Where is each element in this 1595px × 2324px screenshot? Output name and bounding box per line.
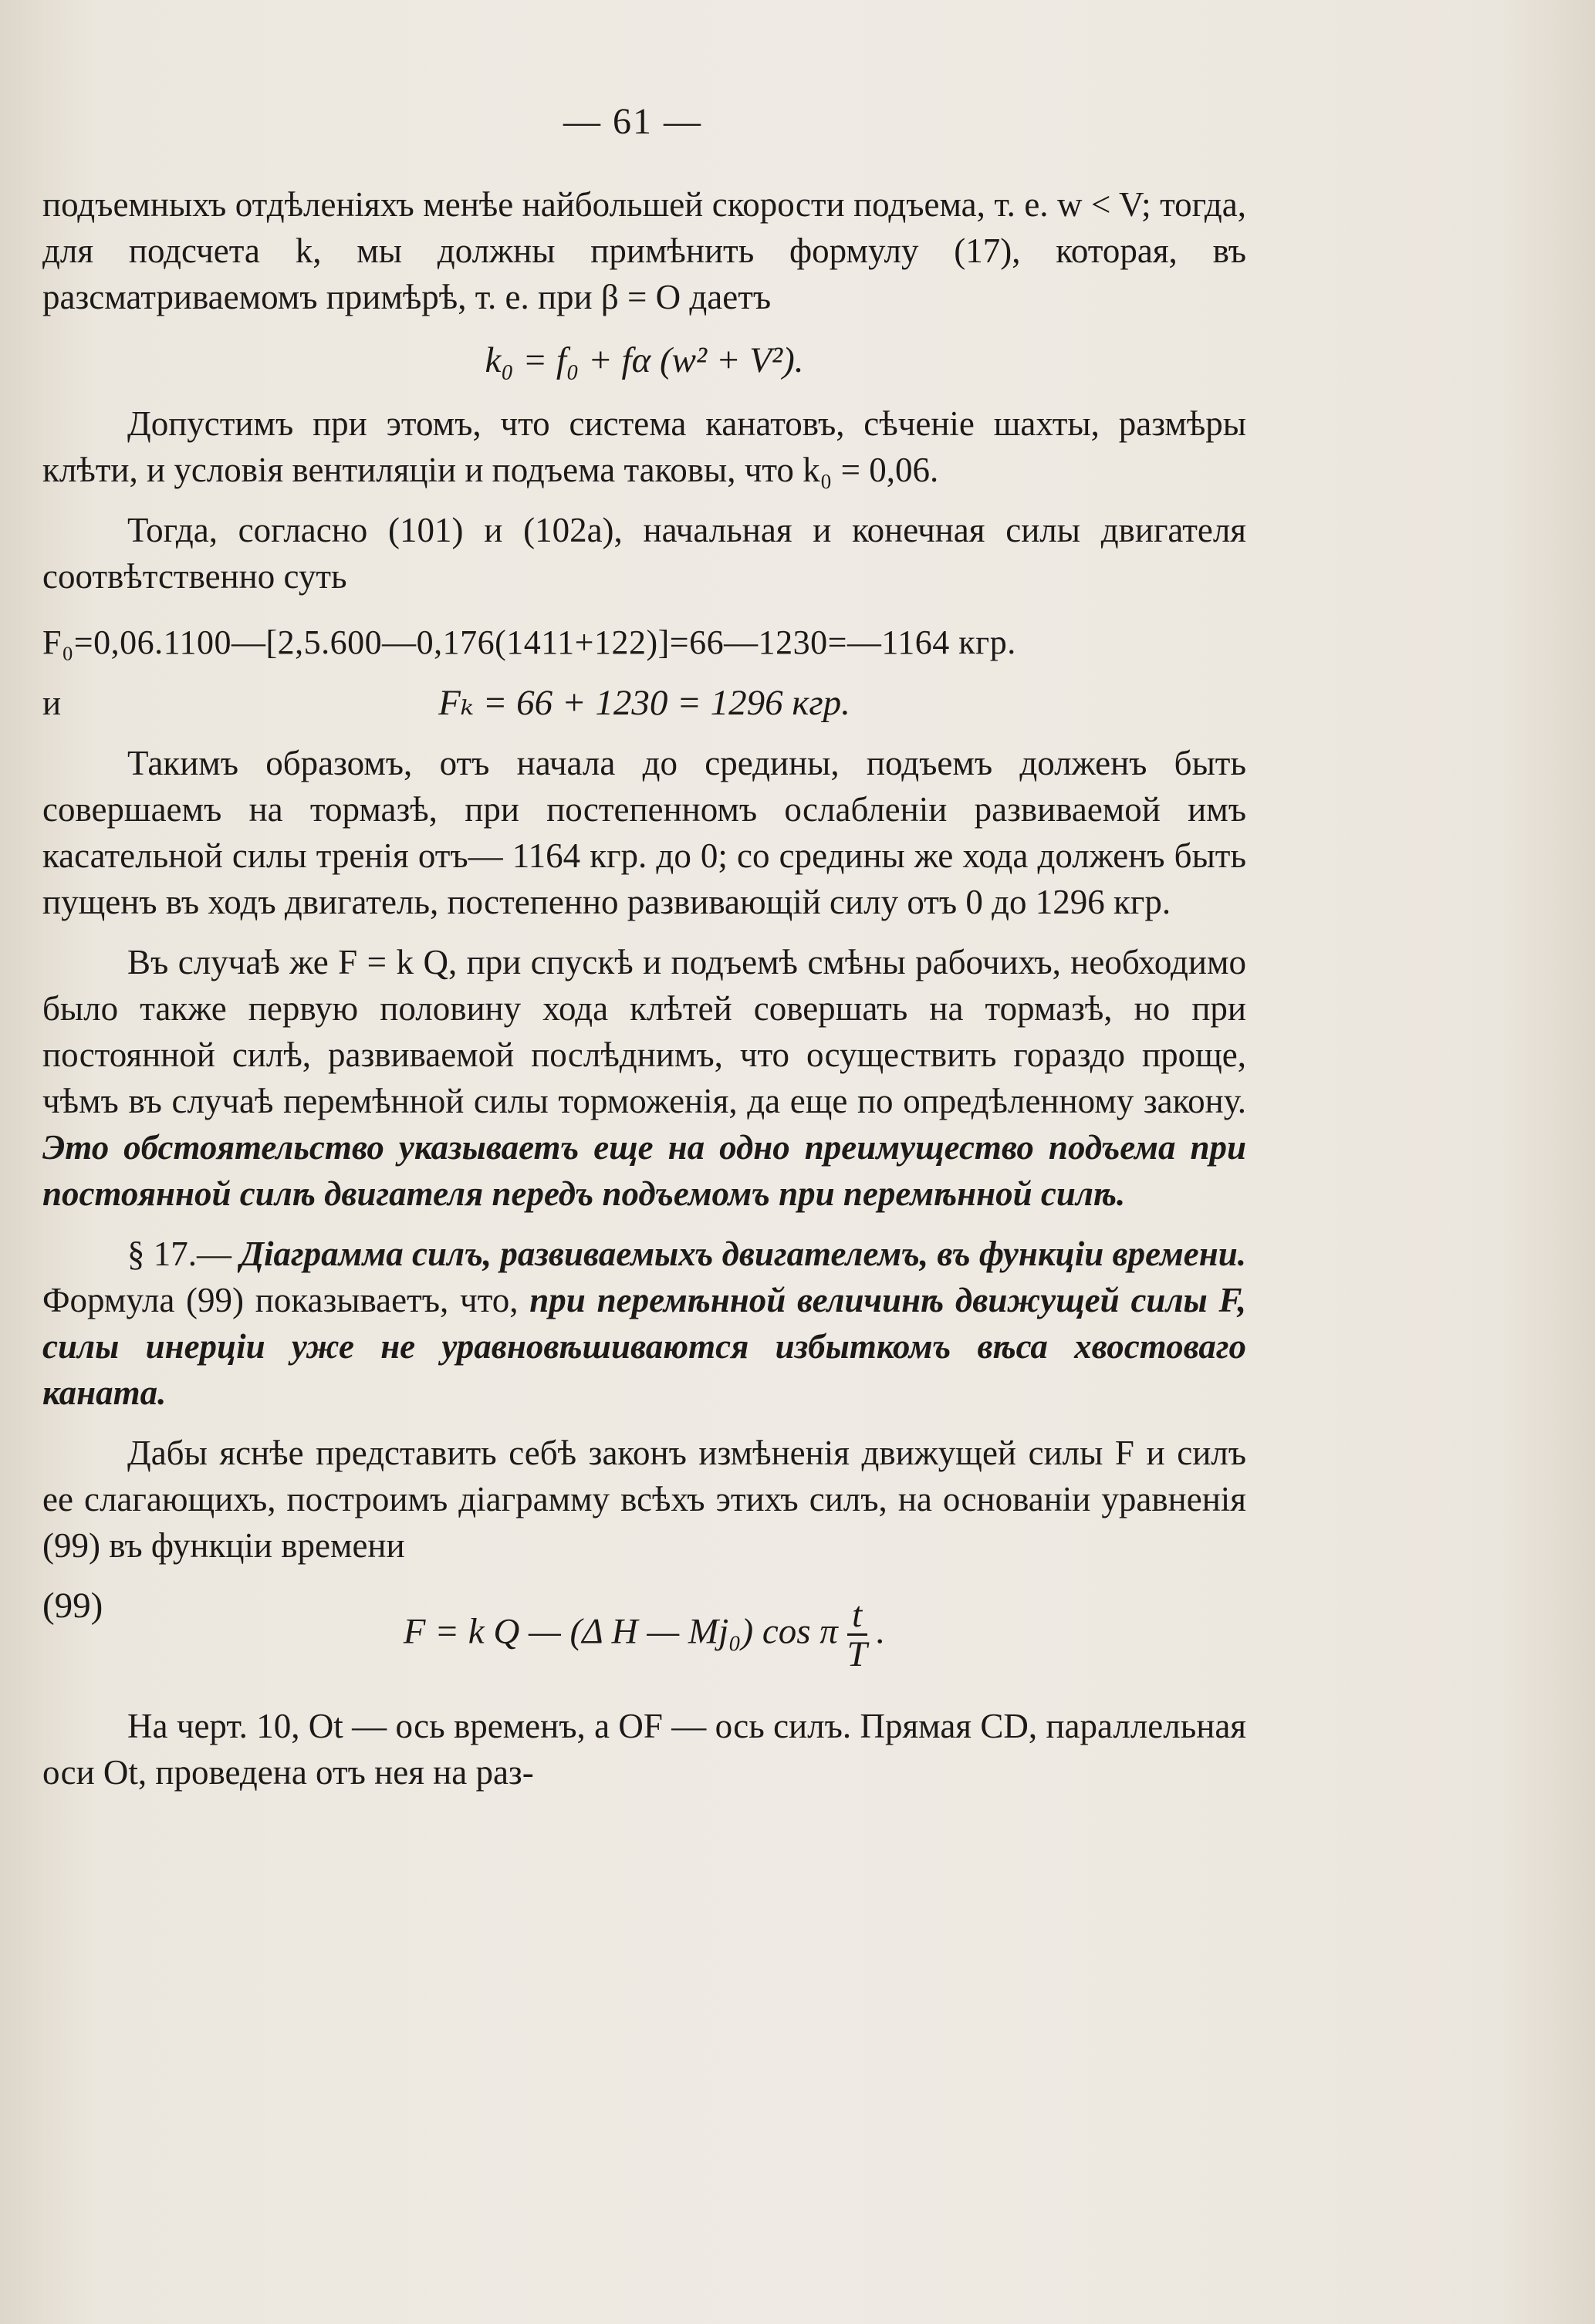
paragraph-3: Тогда, согласно (101) и (102а), начальная и конечная силы двигателя соотвѣтственно суть — [42, 511, 1246, 596]
paragraph-5 — [42, 939, 1246, 1217]
formula-99-end: . — [876, 1611, 886, 1652]
section-17 — [42, 1231, 1246, 1416]
formula-99-left: F = k Q — (Δ H — Mj₀) cos π — [403, 1611, 838, 1652]
formula-fk: Fₖ = 66 + 1230 = 1296 кгр. — [438, 683, 850, 723]
paragraph-4: Такимъ образомъ, отъ начала до средины, подъемъ долженъ быть совершаемъ на тормазѣ, при постепенномъ ослабленіи развиваемой имъ касательной силы тренія отъ— 1164 кгр. до 0; со средины же хода долженъ быть пущенъ въ ходъ двигатель, постепенно развивающій силу отъ 0 до 1296 кгр. — [42, 744, 1246, 921]
paragraph-2: Допустимъ при этомъ, что система канатовъ, сѣченіе шахты, размѣры клѣти, и условія вентиляціи и подъема таковы, что k₀ = 0,06. — [42, 404, 1246, 489]
section-title: Діаграмма силъ, развиваемыхъ двигателемъ, въ функціи времени. — [240, 1235, 1247, 1273]
fraction-t-over-T — [847, 1596, 867, 1673]
section-number: § 17.— — [127, 1235, 232, 1273]
formula-f0: F₀=0,06.1100—[2,5.600—0,176(1411+122)]=66—1230=—1164 кгр. — [42, 623, 1016, 661]
paragraph-5-text: Въ случаѣ же F = k Q, при спускѣ и подъемѣ смѣны рабочихъ, необходимо было также первую половину хода клѣтей совершать на тормазѣ, но при постоянной силѣ, развиваемой послѣднимъ, что осуществить гораздо проще, чѣмъ въ случаѣ перемѣнной силы торможенія, да еще по опредѣленному закону. — [42, 943, 1246, 1120]
formula-99-row — [42, 1583, 1246, 1689]
section-text: Формула (99) показываетъ, что, — [42, 1281, 530, 1319]
paragraph-1: подъемныхъ отдѣленіяхъ менѣе найбольшей скорости подъема, т. е. w < V; тогда, для подсчета k, мы должны примѣнить формулу (17), которая, въ разсматриваемомъ примѣрѣ, т. е. при β = O даетъ — [42, 185, 1246, 316]
formula-fk-row — [42, 680, 1246, 726]
paragraph-5-italic: Это обстоятельство указываетъ еще на одно преимущество подъема при постоянной силѣ двигателя передъ подъемомъ при перемѣнной силѣ. — [42, 1128, 1246, 1213]
page-number: — 61 — — [563, 101, 702, 142]
fraction-denominator: T — [846, 1634, 867, 1674]
equation-number: (99) — [42, 1586, 103, 1626]
conjunction-label: и — [42, 684, 62, 722]
fraction-numerator: t — [847, 1596, 867, 1636]
paragraph-8: На черт. 10, Ot — ось временъ, а OF — ось силъ. Прямая CD, параллельная оси Ot, проведена отъ нея на раз- — [42, 1707, 1246, 1792]
section-italic-text: при перемѣнной величинѣ движущей силы F, силы инерціи уже не уравновѣшиваются избыткомъ вѣса хвостоваго каната. — [42, 1281, 1246, 1412]
page-body — [42, 181, 1246, 1795]
formula-k0: k₀ = f₀ + fα (w² + V²). — [485, 340, 804, 380]
paragraph-7: Дабы яснѣе представить себѣ законъ измѣненія движущей силы F и силъ ее слагающихъ, построимъ діаграмму всѣхъ этихъ силъ, на основаніи уравненія (99) въ функціи времени — [42, 1434, 1246, 1565]
